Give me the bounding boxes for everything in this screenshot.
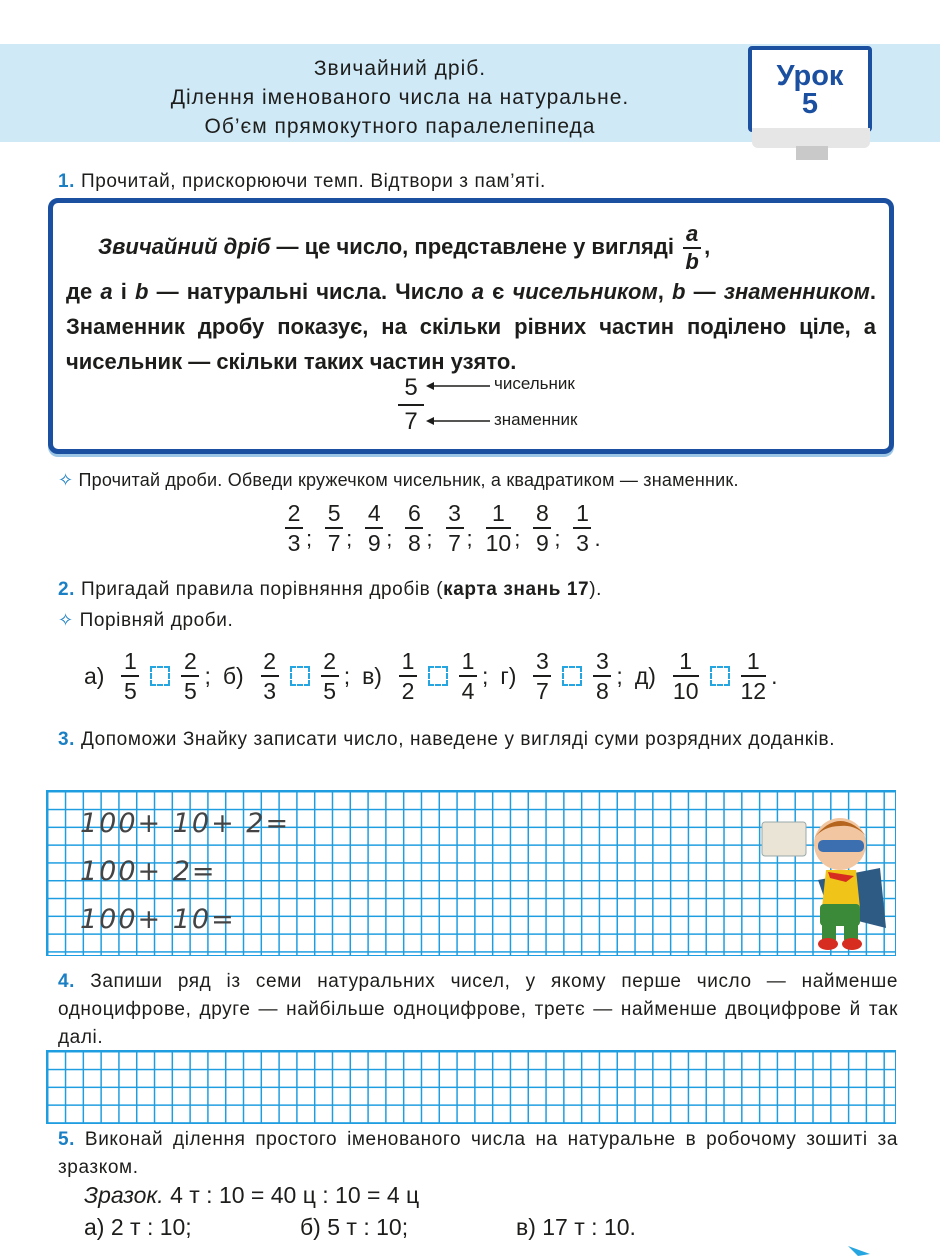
separator: ; [481, 662, 489, 689]
separator: ; [426, 526, 433, 551]
title-line: Звичайний дріб. [313, 57, 487, 80]
separator: ; [306, 526, 313, 551]
fraction-bar [533, 527, 551, 529]
definition-part: і [112, 279, 135, 304]
task-2-subtask [58, 606, 233, 635]
fraction [593, 648, 611, 704]
fraction-list [282, 500, 611, 556]
fraction [459, 648, 477, 704]
exercise-item: в) 17 т : 10. [516, 1214, 636, 1240]
sample [84, 1182, 419, 1209]
fraction [261, 648, 279, 704]
monitor-base [752, 128, 870, 148]
monitor-stand [796, 146, 828, 160]
fraction-a-b [683, 222, 701, 274]
fraction-numerator: 1 [576, 500, 589, 526]
example-numerator: 5 [404, 374, 418, 401]
title-line: Ділення іменованого числа на натуральне. [170, 86, 630, 109]
answer-grid[interactable] [46, 1050, 896, 1124]
fraction-denominator: 9 [367, 530, 381, 556]
diamond-icon: ✧ [58, 470, 74, 490]
fraction [533, 500, 551, 556]
fraction [321, 648, 339, 704]
comparison-answer-box[interactable] [290, 666, 310, 686]
fraction-denominator: 10 [672, 678, 699, 704]
fraction-bar [399, 675, 417, 677]
item-label: б) [222, 662, 244, 689]
fraction-numerator: 1 [401, 648, 415, 674]
diamond-icon: ✧ [58, 610, 74, 630]
fraction-bar [405, 527, 423, 529]
separator: . [594, 526, 601, 551]
fraction-denominator: 10 [485, 530, 512, 556]
task-1-heading [58, 168, 546, 196]
definition-part: — це число, представлене у вигляді [270, 233, 681, 259]
fraction-denominator: 8 [596, 678, 609, 704]
fraction-numerator: 4 [367, 500, 381, 526]
sample-label: Зразок. [84, 1182, 164, 1208]
fraction-bar [365, 527, 383, 529]
fraction-denominator: 5 [323, 678, 337, 704]
subtask-text: Прочитай дроби. Обведи кружечком чисельник, а квадратиком — знаменник. [78, 470, 739, 490]
fraction-numerator: 5 [327, 500, 341, 526]
exercise-item: а) 2 т : 10; [84, 1214, 192, 1240]
fraction [486, 500, 512, 556]
item-label: а) [84, 662, 105, 689]
fraction [121, 648, 139, 704]
fraction [365, 500, 383, 556]
fraction-numerator: 3 [536, 648, 549, 674]
numerator-term: чисельником [512, 279, 658, 304]
fraction-denominator: 5 [124, 678, 137, 704]
fraction [181, 648, 199, 704]
definition-part: є [483, 279, 513, 304]
knowledge-card-ref: карта знань 17 [443, 579, 590, 600]
comparison-answer-box[interactable] [428, 666, 448, 686]
fraction [533, 648, 551, 704]
task-1-subtask [58, 466, 739, 494]
fraction-numerator: 1 [746, 648, 760, 674]
separator: ; [514, 526, 521, 551]
fraction-denominator: 4 [461, 678, 475, 704]
fraction-numerator: 2 [287, 500, 301, 526]
fraction-numerator: 1 [679, 648, 693, 674]
fraction-denominator: 3 [576, 530, 589, 556]
separator: ; [204, 662, 211, 689]
fraction [325, 500, 343, 556]
var-a: a [100, 279, 113, 304]
fraction-numerator: 3 [596, 648, 609, 674]
fraction-denominator: 2 [401, 678, 415, 704]
fraction-numerator: 2 [263, 648, 277, 674]
fraction [446, 500, 464, 556]
task-number: 4. [58, 971, 76, 992]
item-label: д) [634, 662, 656, 689]
task-text: Пригадай правила порівняння дробів ( [80, 579, 444, 600]
fraction-denominator: 3 [263, 678, 277, 704]
fraction [673, 648, 699, 704]
separator: ; [466, 526, 473, 551]
subtask-text: Порівняй дроби. [79, 610, 234, 631]
task-3-heading [58, 726, 898, 754]
term: Звичайний дріб [98, 233, 271, 259]
task-text: Виконай ділення простого іменованого числа на натуральне в робочому зошиті за зразком. [58, 1129, 898, 1178]
separator: ; [554, 526, 561, 551]
definition-part: — [685, 279, 724, 304]
fraction-numerator: 2 [184, 648, 197, 674]
fraction-denominator: 9 [535, 530, 549, 556]
task-number: 2. [58, 579, 76, 600]
lesson-title [100, 54, 700, 141]
definition-part: . Знаменник дробу показує, на скільки рівних частин поділено ціле, а чисельник — скільки таких частин узято. [66, 279, 877, 374]
fraction-numerator: 2 [323, 648, 337, 674]
lesson-badge [752, 62, 868, 118]
comparison-answer-box[interactable] [710, 666, 730, 686]
fraction-bar [459, 675, 477, 677]
fraction-numerator: 6 [407, 500, 421, 526]
fraction-numerator: 3 [448, 500, 461, 526]
definition-part: , [657, 279, 673, 304]
separator: ; [386, 526, 393, 551]
lesson-word: Урок [776, 60, 844, 92]
fraction [741, 648, 767, 704]
item-label: г) [500, 662, 517, 689]
sample-expression: 4 т : 10 = 40 ц : 10 = 4 ц [170, 1182, 420, 1208]
fraction-denominator: 7 [536, 678, 549, 704]
example-fraction [398, 374, 424, 436]
fraction-bar [398, 404, 424, 406]
task-number: 3. [58, 729, 76, 750]
task-number: 1. [58, 171, 76, 192]
task-5-heading [58, 1126, 898, 1182]
var-a: a [471, 279, 484, 304]
example-denominator: 7 [404, 408, 418, 435]
definition-part: де [66, 279, 101, 304]
task-text: Запиши ряд із семи натуральних чисел, у якому перше число — найменше одноцифрове, друге — найбільше одноцифрове, третє — найменше двоцифрове й так далі. [58, 971, 898, 1048]
fraction-bar [181, 675, 199, 677]
lesson-number: 5 [801, 88, 819, 120]
fraction-bar [325, 527, 343, 529]
handwritten-expression: 100+ 2= [80, 856, 217, 887]
fraction-denominator: 12 [740, 678, 767, 704]
fraction-denominator: 7 [327, 530, 341, 556]
fraction-numerator: 1 [461, 648, 475, 674]
numerator-label: чисельник [494, 374, 575, 393]
separator: ; [346, 526, 353, 551]
fraction-bar [121, 675, 139, 677]
task-text: Допоможи Знайку записати число, наведене у вигляді суми розрядних доданків. [80, 729, 836, 750]
comparison-answer-box[interactable] [562, 666, 582, 686]
task-number: 5. [58, 1129, 76, 1150]
task-4-heading [58, 968, 898, 1052]
fraction-numerator: a [685, 221, 699, 246]
arrows [424, 378, 494, 428]
fraction-bar [261, 675, 279, 677]
definition-part: — натуральні числа. Число [148, 279, 472, 304]
fraction-bar [321, 675, 339, 677]
fraction-denominator: 8 [407, 530, 421, 556]
definition-text: Звичайний дріб — це число, представлене у вигляді $\frac{a}{b}$ , де a і b — натуральні числа. Число a є чисельником, b — знаменником. Знаменник дробу показує, на скільки рівних частин поділено ціле, а чисельник — скільки таких частин узято. [66, 221, 877, 374]
fraction-bar [486, 527, 512, 529]
fraction-bar [593, 675, 611, 677]
fraction-bar [533, 675, 551, 677]
denominator-term: знаменником [723, 279, 870, 304]
fraction-denominator: 7 [448, 530, 461, 556]
fraction [285, 500, 303, 556]
comparison-answer-box[interactable] [150, 666, 170, 686]
task-text: Прочитай, прискорюючи темп. Відтвори з пам’яті. [80, 171, 546, 192]
fraction-bar [285, 527, 303, 529]
separator: ; [343, 662, 351, 689]
fraction-numerator: 8 [535, 500, 549, 526]
znayko-character-illustration [760, 808, 890, 954]
fraction-bar [573, 527, 591, 529]
handwritten-expression: 100+ 10= [80, 904, 236, 935]
denominator-label: знаменник [494, 410, 578, 429]
fraction-denominator: 5 [184, 678, 197, 704]
task-text: ). [589, 579, 603, 600]
fraction-numerator: 1 [492, 500, 505, 526]
var-b: b [135, 279, 149, 304]
fraction-bar [446, 527, 464, 529]
page-corner-arrow-icon [846, 1240, 876, 1258]
separator: . [771, 662, 778, 689]
var-b: b [672, 279, 686, 304]
fraction [405, 500, 423, 556]
fraction-denominator: b [685, 249, 699, 274]
fraction-denominator: 3 [287, 530, 301, 556]
comparison-row [84, 648, 789, 704]
fraction-numerator: 1 [124, 648, 137, 674]
exercise-item: б) 5 т : 10; [300, 1214, 409, 1240]
task-2-heading [58, 576, 602, 604]
separator: ; [616, 662, 623, 689]
item-label: в) [362, 662, 382, 689]
fraction-bar [741, 675, 767, 677]
handwritten-expression: 100+ 10+ 2= [80, 808, 291, 839]
fraction-bar [673, 675, 699, 677]
title-line: Об’єм прямокутного паралелепіпеда [204, 115, 596, 138]
fraction [399, 648, 417, 704]
fraction [573, 500, 591, 556]
